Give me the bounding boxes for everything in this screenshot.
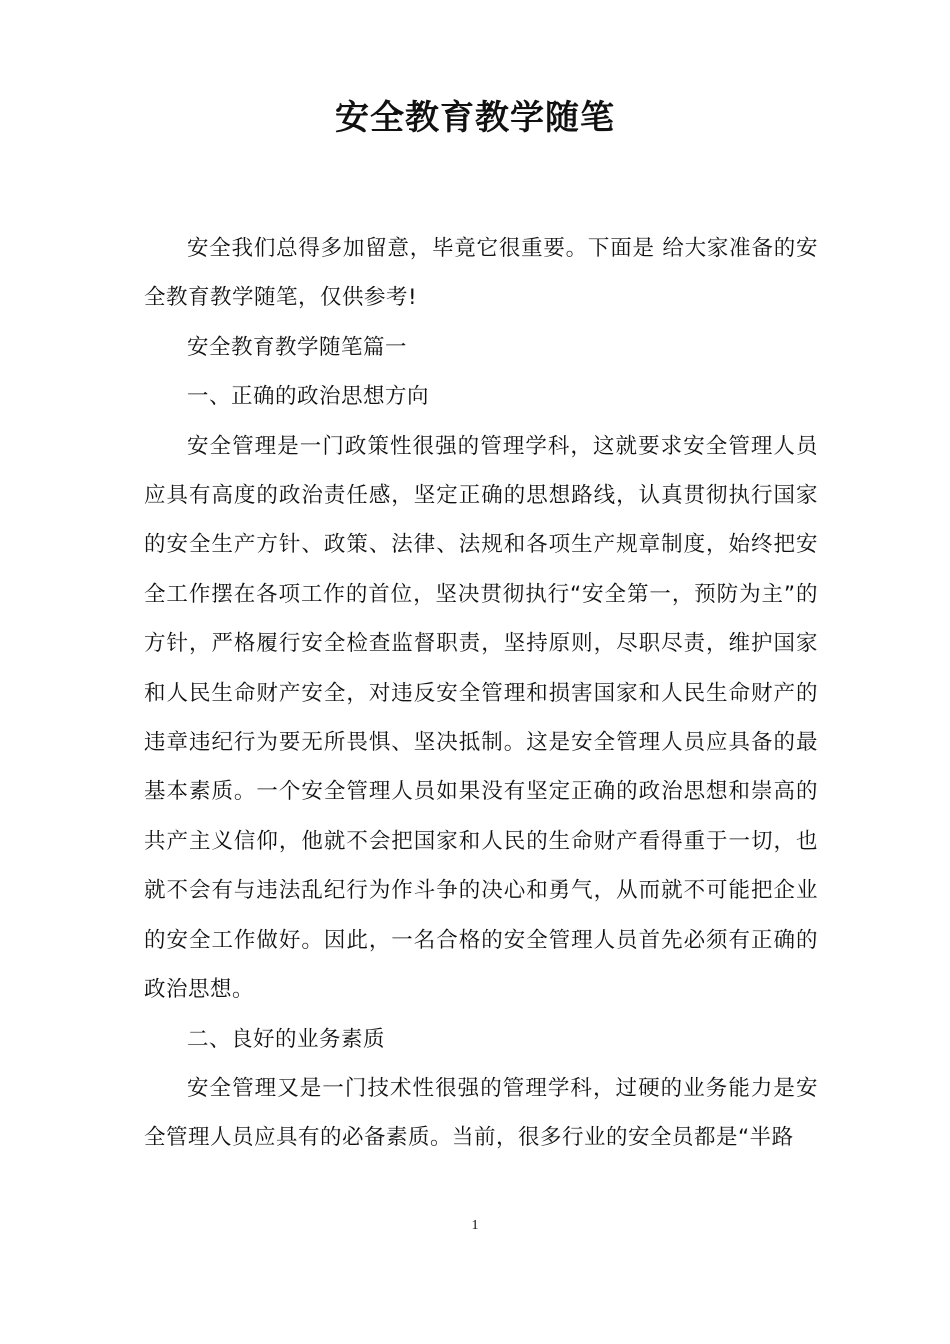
heading-political-direction: 一、正确的政治思想方向 — [187, 384, 430, 410]
page-number: 1 — [471, 1218, 479, 1233]
heading-professional-quality: 二、良好的业务素质 — [187, 1026, 386, 1052]
section-title: 安全教育教学随笔篇一 — [187, 334, 408, 360]
paragraph-professional-quality: 安全管理又是一门技术性很强的管理学科，过硬的业务能力是安全管理人员应具有的必备素质。当前，很多行业的安全员都是“半路 — [144, 1075, 818, 1151]
intro-paragraph: 安全我们总得多加留意，毕竟它很重要。下面是 给大家准备的安全教育教学随笔，仅供参考! — [144, 236, 818, 311]
paragraph-political-direction: 安全管理是一门政策性很强的管理学科，这就要求安全管理人员应具有高度的政治责任感，坚定正确的思想路线，认真贯彻执行国家的安全生产方针、政策、法律、法规和各项生产规章制度，始终把安全工作摆在各项工作的首位，坚决贯彻执行“安全第一，预防为主”的方针，严格履行安全检查监督职责，坚持原则，尽职尽责，维护国家和人民生命财产安全，对违反安全管理和损害国家和人民生命财产的违章违纪行为要无所畏惧、坚决抵制。这是安全管理人员应具备的最基本素质。一个安全管理人员如果没有坚定正确的政治思想和崇高的共产主义信仰，他就不会把国家和人民的生命财产看得重于一切，也就不会有与违法乱纪行为作斗争的决心和勇气，从而就不可能把企业的安全工作做好。因此，一名合格的安全管理人员首先必须有正确的政治思想。 — [144, 433, 818, 1003]
document-title: 安全教育教学随笔 — [335, 98, 615, 138]
document-body — [144, 224, 818, 1163]
